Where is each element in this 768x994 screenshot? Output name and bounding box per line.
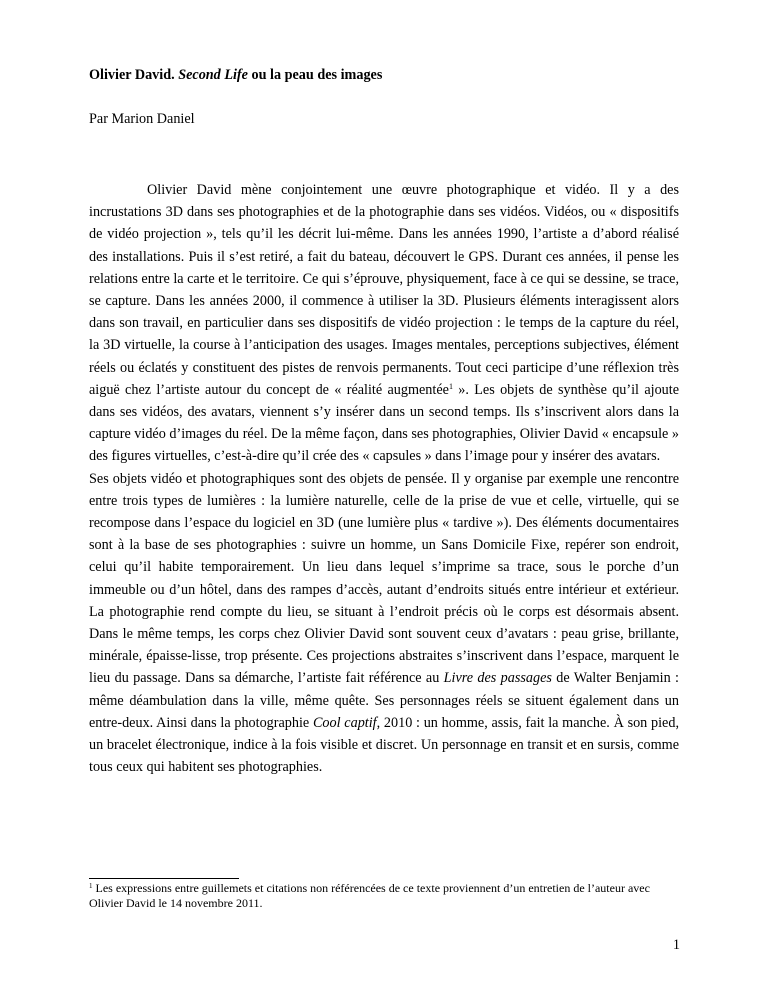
paragraph-2-text-a: Ses objets vidéo et photographiques sont des objets de pensée. Il y organise par exemple une rencontre entre trois types de lumières : la lumière naturelle, celle de la prise de vue et celle, virtuelle, qui se recompose dans l’espace du logiciel en 3D (une lumière plus « tardive »). Des éléments documentaires sont à la base de ses photographies : suivre un homme, un Sans Domicile Fixe, repérer son endroit, celui qu’il habite temporairement. Un lieu dans lequel s’imprime sa trace, sous le porche d’un immeuble ou d’un hôtel, dans des rampes d’accès, autant d’endroits situés entre intérieur et extérieur. La photographie rend compte du lieu, se situant à l’endroit précis où le corps est désormais absent. Dans le même temps, les corps chez Olivier David sont souvent ceux d’avatars : peau grise, brillante, minérale, épaisse-lisse, trop présente. Ces projections abstraites s’inscrivent dans l’espace, marquent le lieu du passage. Dans sa démarche, l’artiste fait référence au [89, 470, 679, 687]
footnote [89, 881, 679, 911]
article-body [89, 179, 679, 778]
page-number: 1 [672, 937, 680, 953]
footnote-text: Les expressions entre guillemets et citations non référencées de ce texte proviennent d’un entretien de l’auteur avec Olivier David le 14 novembre 2011. [89, 881, 650, 910]
title-rest: ou la peau des images [251, 67, 383, 83]
book-title: Livre des passages [443, 670, 552, 687]
paragraph-1 [89, 179, 679, 468]
paragraph-1-text-b: ». Les objets de synthèse qu’il ajoute dans ses vidéos, des avatars, viennent s’y insérer dans un second temps. Ils s’inscrivent alors dans la capture vidéo d’images du réel. De la même façon, dans ses photographies, Olivier David « encapsule » des figures virtuelles, c’est-à-dire qu’il crée des « capsules » dans l’image pour y insérer des avatars. [89, 381, 679, 465]
byline: Par Marion Daniel [89, 111, 195, 127]
paragraph-2 [89, 468, 679, 779]
photo-title: Cool captif [312, 714, 377, 731]
article-title [89, 65, 689, 85]
paragraph-1-text-a: Olivier David mène conjointement une œuvre photographique et vidéo. Il y a des incrustations 3D dans ses photographies et de la photographie dans ses vidéos. Vidéos, ou « dispositifs de vidéo projection », tels qu’il les décrit lui-même. Dans les années 1990, l’artiste a d’abord réalisé des installations. Puis il s’est retiré, a fait du bateau, découvert le GPS. Durant ces années, il pense les relations entre la carte et le territoire. Ce qui s’éprouve, physiquement, face à ce qui se dessine, se trace, se capture. Dans les années 2000, il commence à utiliser la 3D. Plusieurs éléments interagissent alors dans son travail, en particulier dans ses dispositifs de vidéo projection : le temps de la capture du réel, la 3D virtuelle, la course à l’anticipation des usages. Images mentales, perceptions subjectives, élément réels ou éclatés y constituent des pistes de renvois permanents. Tout ceci participe d’une réflexion très aiguë chez l’artiste autour du concept de « réalité augmentée [89, 182, 679, 398]
paragraph-2-text-c: , 2010 : un homme, assis, fait la manche. À son pied, un bracelet électronique, indice à la fois visible et discret. Un personnage en transit et en sursis, comme tous ceux qui habitent ses photographies. [89, 714, 679, 776]
footnote-reference[interactable]: 1 [448, 381, 453, 391]
paragraph-2-text-b: de Walter Benjamin : même déambulation dans la ville, même quête. Ses personnages réels se situent également dans un entre-deux. Ainsi dans la photographie [89, 670, 679, 731]
title-work: Second Life [178, 67, 248, 83]
footnote-number: 1 [89, 882, 93, 890]
title-author: Olivier David. [89, 67, 175, 83]
footnote-separator [89, 878, 239, 879]
